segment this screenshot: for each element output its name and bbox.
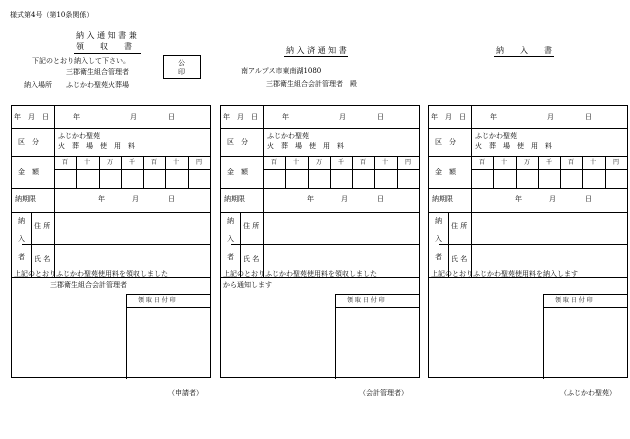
digit-divider [397,156,398,188]
row-divider [429,156,627,157]
issuer-text: 三郡衛生組合管理者 [66,68,129,76]
digit-unit-label: 円 [196,159,203,166]
note-line2: から通知します [223,281,272,289]
row-divider [221,212,419,213]
seal-char-1: 公 [178,59,185,67]
receipt-stamp-label: 領 取 日 付 印 [555,297,593,304]
digit-unit-label: 万 [524,159,531,166]
row-divider [12,156,210,157]
category-value-line1: ふじかわ聖苑 [475,132,517,140]
digit-unit-label: 百 [151,159,158,166]
row-divider [221,156,419,157]
instruction-text: 下記のとおり納入して下さい。 [32,57,130,65]
digit-divider [352,156,353,188]
digit-unit-label: 百 [360,159,367,166]
note-line1: 上記のとおりふじかわ聖苑使用料を領収しました [14,270,168,278]
digit-unit-label: 円 [613,159,620,166]
label-divider [471,106,472,277]
seal-char-2: 印 [178,68,185,76]
digit-divider [143,156,144,188]
digit-unit-label: 十 [173,159,180,166]
date-label: 年 月 日 [14,113,49,121]
addressee-text: 三郡衛生組合会計管理者 殿 [266,80,357,88]
due-day-label: 日 [585,195,592,203]
payer-char: 入 [435,235,442,243]
note-line1: 上記のとおりふじかわ聖苑使用料を納入します [431,270,578,278]
form-footer-1: （申請者） [168,389,203,397]
digit-unit-label: 千 [129,159,136,166]
form-1 [11,105,211,378]
payer-char: 入 [227,235,234,243]
row-divider [439,244,627,245]
digit-divider [582,156,583,188]
digit-unit-label: 百 [568,159,575,166]
digit-unit-label: 万 [316,159,323,166]
name-label: 氏 名 [34,255,51,263]
category-value-line2: 火 葬 場 使 用 料 [475,142,552,150]
stamp-header-divider [543,307,627,308]
payer-char: 納 [18,217,25,225]
form-footer-3: （ふじかわ聖苑） [560,389,616,397]
digit-divider [99,156,100,188]
row-divider [429,128,627,129]
digit-unit-label: 十 [293,159,300,166]
digit-divider [308,156,309,188]
digit-divider [538,156,539,188]
digit-divider [330,156,331,188]
digit-divider [165,156,166,188]
due-month-label: 月 [549,195,556,203]
category-label: 区 分 [18,138,39,146]
title-center-underline [284,56,348,57]
note-line2: 三郡衛生組合会計管理者 [50,281,127,289]
row-divider [12,188,210,189]
year-label: 年 [282,113,289,121]
row-divider [22,244,210,245]
note-line1: 上記のとおりふじかわ聖苑使用料を領収しました [223,270,377,278]
digit-unit-label: 十 [382,159,389,166]
digit-unit-label: 十 [84,159,91,166]
payer-char: 者 [18,253,25,261]
form-number: 様式第4号（第10条関係） [10,11,94,19]
place-label: 納入場所 [24,81,52,89]
due-day-label: 日 [168,195,175,203]
digit-unit-label: 円 [405,159,412,166]
category-value-line1: ふじかわ聖苑 [267,132,309,140]
digit-unit-label: 万 [107,159,114,166]
place-value: ふじかわ聖苑火葬場 [66,81,129,89]
digit-header-divider [263,169,419,170]
digit-unit-label: 千 [546,159,553,166]
date-label: 年 月 日 [431,113,466,121]
receipt-stamp-label: 領 取 日 付 印 [138,297,176,304]
title-center: 納 入 済 通 知 書 [286,46,347,55]
form-3 [428,105,628,378]
category-label: 区 分 [435,138,456,146]
row-divider [429,212,627,213]
form-2 [220,105,420,378]
digit-divider [605,156,606,188]
title-right-underline [494,56,554,57]
category-value-line1: ふじかわ聖苑 [58,132,100,140]
amount-label: 金 額 [18,168,39,176]
due-label: 納期限 [15,195,36,203]
digit-unit-label: 十 [501,159,508,166]
day-label: 日 [585,113,592,121]
due-month-label: 月 [341,195,348,203]
address-label: 住 所 [451,222,468,230]
digit-unit-label: 百 [479,159,486,166]
row-divider [429,188,627,189]
date-label: 年 月 日 [223,113,258,121]
day-label: 日 [377,113,384,121]
payer-divider [240,212,241,277]
payer-char: 納 [227,217,234,225]
digit-divider [121,156,122,188]
digit-unit-label: 百 [271,159,278,166]
digit-divider [560,156,561,188]
address-label: 住 所 [34,222,51,230]
digit-divider [76,156,77,188]
form-footer-2: （会計管理者） [359,389,408,397]
digit-header-divider [54,169,210,170]
payer-char: 納 [435,217,442,225]
title-right: 納 入 書 [496,46,552,55]
digit-divider [493,156,494,188]
amount-label: 金 額 [435,168,456,176]
name-label: 氏 名 [451,255,468,263]
due-month-label: 月 [132,195,139,203]
digit-divider [188,156,189,188]
payer-char: 者 [435,253,442,261]
category-value-line2: 火 葬 場 使 用 料 [58,142,135,150]
digit-divider [285,156,286,188]
stamp-top [126,294,210,295]
year-label: 年 [73,113,80,121]
year-label: 年 [490,113,497,121]
title-underline [74,53,141,54]
digit-unit-label: 千 [338,159,345,166]
due-day-label: 日 [377,195,384,203]
digit-unit-label: 百 [62,159,69,166]
official-seal-box [163,55,201,79]
row-divider [12,128,210,129]
stamp-divider [335,294,336,379]
payer-divider [31,212,32,277]
due-label: 納期限 [224,195,245,203]
digit-header-divider [471,169,627,170]
name-label: 氏 名 [243,255,260,263]
stamp-header-divider [335,307,419,308]
address-text: 南アルプス市東南湖1080 [241,67,322,75]
row-divider [12,212,210,213]
due-year-label: 年 [307,195,314,203]
payer-char: 者 [227,253,234,261]
label-divider [263,106,264,277]
label-divider [54,106,55,277]
title-left-line1: 納 入 通 知 書 兼 [76,31,137,40]
payer-char: 入 [18,235,25,243]
digit-unit-label: 十 [590,159,597,166]
month-label: 月 [130,113,137,121]
due-label: 納期限 [432,195,453,203]
day-label: 日 [168,113,175,121]
receipt-stamp-label: 領 取 日 付 印 [347,297,385,304]
title-left-line2: 領 収 書 [76,42,132,51]
address-label: 住 所 [243,222,260,230]
category-label: 区 分 [227,138,248,146]
amount-label: 金 額 [227,168,248,176]
stamp-divider [126,294,127,379]
payer-divider [448,212,449,277]
month-label: 月 [547,113,554,121]
row-divider [221,128,419,129]
category-value-line2: 火 葬 場 使 用 料 [267,142,344,150]
row-divider [221,188,419,189]
row-divider [231,244,419,245]
stamp-top [335,294,419,295]
digit-divider [374,156,375,188]
due-year-label: 年 [98,195,105,203]
month-label: 月 [339,113,346,121]
stamp-header-divider [126,307,210,308]
digit-divider [516,156,517,188]
due-year-label: 年 [515,195,522,203]
stamp-divider [543,294,544,379]
stamp-top [543,294,627,295]
